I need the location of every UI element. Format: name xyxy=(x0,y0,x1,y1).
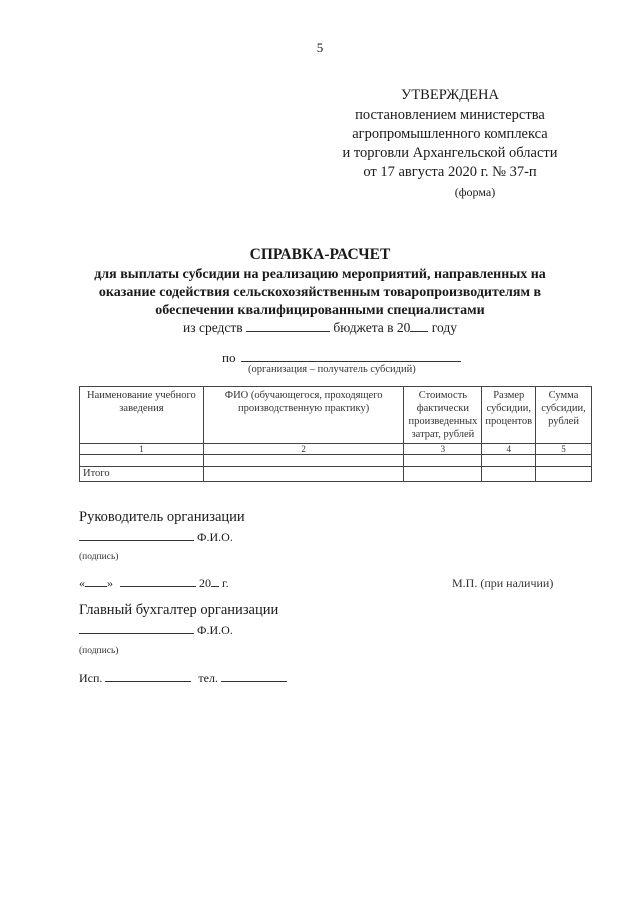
accountant-signature-field[interactable] xyxy=(79,622,194,634)
header-percent: Размер субсидии, процентов xyxy=(482,387,536,444)
head-title: Руководитель организации xyxy=(79,509,245,525)
table-cell[interactable] xyxy=(404,467,482,482)
table-cell[interactable] xyxy=(404,455,482,467)
subtitle-line-2: оказание содействия сельскохозяйственным товаропроизводителям в xyxy=(98,285,542,300)
recipient-label: по xyxy=(222,350,236,365)
accountant-signature-row xyxy=(79,622,233,638)
col-number: 1 xyxy=(80,444,204,455)
total-label: Итого xyxy=(80,467,204,482)
recipient-caption: (организация – получатель субсидий) xyxy=(248,364,416,375)
approval-title: УТВЕРЖДЕНА xyxy=(401,87,499,103)
phone-field[interactable] xyxy=(221,670,287,682)
page-number: 5 xyxy=(316,40,324,55)
budget-year-field[interactable] xyxy=(410,320,428,332)
approval-line-2: агропромышленного комплекса xyxy=(352,126,548,142)
seal-note: М.П. (при наличии) xyxy=(452,576,554,590)
head-podpis-caption: (подпись) xyxy=(79,552,119,562)
budget-mid: бюджета в 20 xyxy=(333,320,411,335)
col-number: 4 xyxy=(482,444,536,455)
table-cell[interactable] xyxy=(536,467,592,482)
phone-label: тел. xyxy=(198,671,218,685)
header-cost: Стоимость фактически произведенных затрат, рублей xyxy=(404,387,482,444)
recipient-field[interactable] xyxy=(241,349,461,362)
document-subtitle xyxy=(40,266,600,320)
table-cell[interactable] xyxy=(80,455,204,467)
accountant-title: Главный бухгалтер организации xyxy=(79,602,279,618)
subtitle-line-3: обеспечении квалифицированными специалистами xyxy=(155,303,485,318)
approval-line-3: и торговли Архангельской области xyxy=(342,145,558,161)
head-signature-field[interactable] xyxy=(79,529,194,541)
header-amount: Сумма субсидии, рублей xyxy=(536,387,592,444)
document-title: СПРАВКА-РАСЧЕТ xyxy=(249,246,391,263)
accountant-podpis-caption: (подпись) xyxy=(79,646,119,656)
date-year-suffix: г. xyxy=(222,576,229,590)
date-day-field[interactable] xyxy=(85,575,107,587)
subtitle-line-1: для выплаты субсидии на реализацию мероприятий, направленных на xyxy=(94,267,546,282)
subsidy-table xyxy=(79,386,592,482)
approval-line-1: постановлением министерства xyxy=(355,107,545,123)
executor-row xyxy=(79,670,287,686)
table-row xyxy=(80,455,592,467)
budget-line xyxy=(40,320,600,336)
table-cell[interactable] xyxy=(536,455,592,467)
date-month-field[interactable] xyxy=(120,575,196,587)
table-cell[interactable] xyxy=(482,467,536,482)
table-number-row xyxy=(80,444,592,455)
date-open-quote: « xyxy=(79,576,85,590)
col-number: 5 xyxy=(536,444,592,455)
table-cell[interactable] xyxy=(203,455,404,467)
header-institution: Наименование учебного заведения xyxy=(80,387,204,444)
head-signature-row xyxy=(79,529,233,545)
budget-source-field[interactable] xyxy=(246,320,330,332)
date-close-quote: » xyxy=(107,576,113,590)
table-total-row xyxy=(80,467,592,482)
accountant-fio-label: Ф.И.О. xyxy=(197,623,233,637)
date-year-field[interactable] xyxy=(211,575,219,587)
col-number: 3 xyxy=(404,444,482,455)
col-number: 2 xyxy=(203,444,404,455)
executor-field[interactable] xyxy=(105,670,191,682)
date-row xyxy=(79,575,229,591)
budget-suffix: году xyxy=(431,320,457,335)
form-note: (форма) xyxy=(454,185,496,199)
table-cell[interactable] xyxy=(203,467,404,482)
date-year-prefix: 20 xyxy=(199,576,211,590)
head-fio-label: Ф.И.О. xyxy=(197,530,233,544)
table-header-row xyxy=(80,387,592,444)
header-fio: ФИО (обучающегося, проходящего производственную практику) xyxy=(203,387,404,444)
table-cell[interactable] xyxy=(482,455,536,467)
executor-label: Исп. xyxy=(79,671,103,685)
budget-prefix: из средств xyxy=(183,320,243,335)
approval-line-4: от 17 августа 2020 г. № 37-п xyxy=(363,164,537,180)
